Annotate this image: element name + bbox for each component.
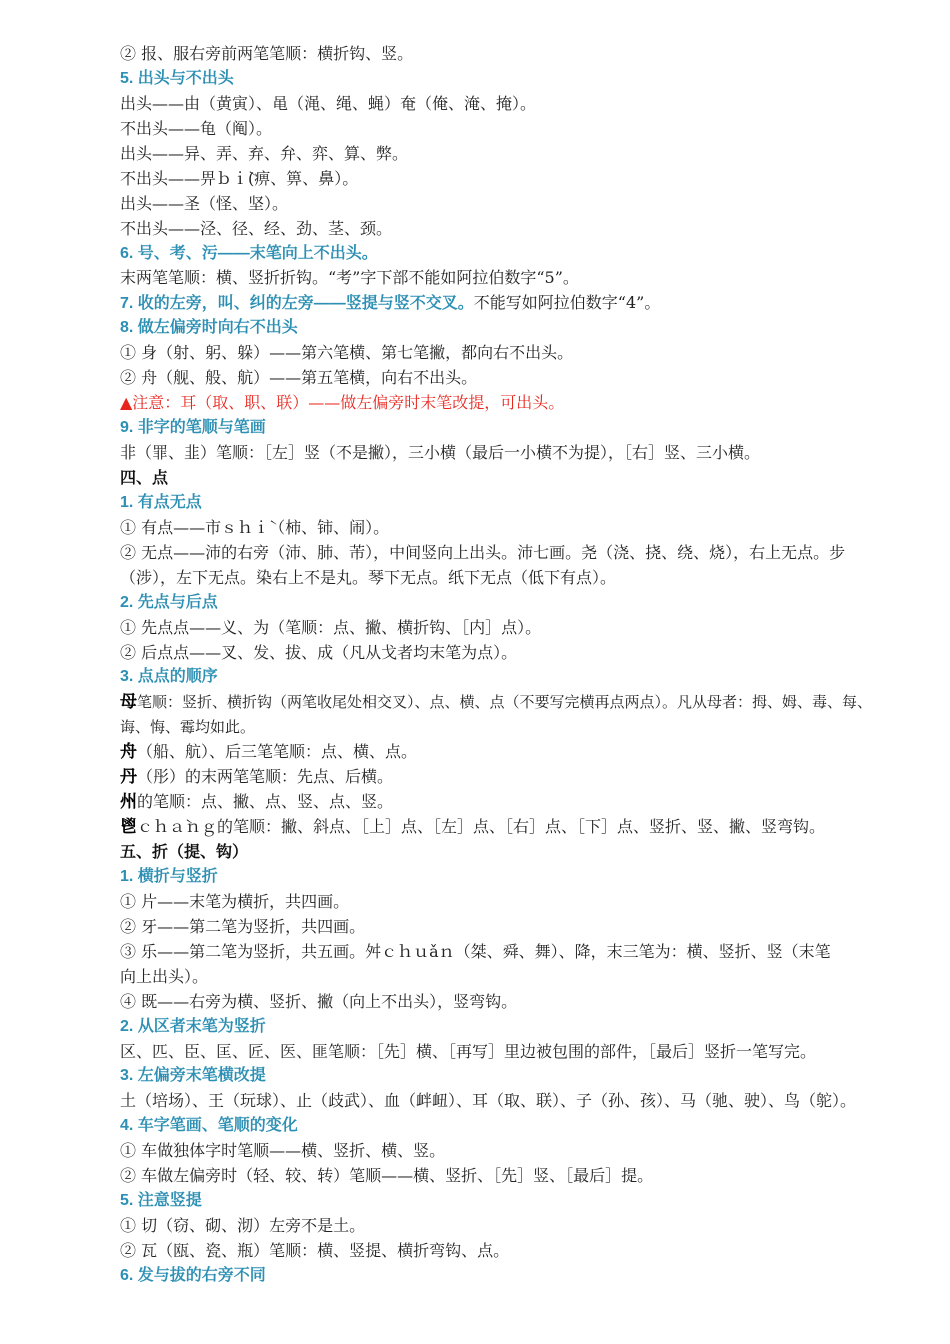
inline-text: 不能写如阿拉伯数字“4”。	[473, 293, 661, 313]
text-line: ① 先点点——义、为（笔顺：点、撇、横折钩、［内］点）。	[120, 617, 542, 637]
subheading-hengzhe: 1. 横折与竖折	[120, 867, 218, 885]
subheading-henggaiti: 3. 左偏旁末笔横改提	[120, 1067, 266, 1085]
text-line: 不出头——泾、径、经、劲、茎、颈。	[120, 218, 393, 238]
text-line: ③ 乐——第二笔为竖折，共五画。舛ｃｈｕǎｎ（桀、舜、舞）、降，末三笔为：横、竖折、竖（末笔	[120, 941, 831, 961]
inline-text: 笔顺：竖折、横折钩（两笔收尾处相交叉）、点、横、点（不要写完横再点两点）。凡从母者：拇、姆、毒、每、	[137, 693, 873, 712]
subheading-che: 4. 车字笔画、笔顺的变化	[120, 1117, 298, 1135]
key-character: 鬯	[120, 817, 137, 838]
text-line: ② 瓦（瓯、瓷、瓶）笔顺：横、竖提、横折弯钩、点。	[120, 1241, 510, 1260]
inline-text: 的笔顺：点、撇、点、竖、点、竖。	[137, 792, 394, 812]
text-line: ① 切（窃、砌、沏）左旁不是土。	[120, 1216, 366, 1236]
section-heading-zhe: 五、折（提、钩）	[120, 842, 249, 861]
text-line: 区、匹、臣、匡、匠、医、匪笔顺：［先］横、［再写］里边被包围的部件，［最后］竖折一笔写完。	[120, 1041, 817, 1061]
text-line-mixed	[120, 740, 890, 765]
subheading-youdian: 1. 有点无点	[120, 493, 202, 511]
inline-text: （船、航）、后三笔笔顺：点、横、点。	[137, 742, 418, 762]
document-body	[120, 42, 890, 1289]
text-line: 出头——由（黄寅）、黾（渑、绳、蝇）奄（俺、淹、掩）。	[120, 93, 537, 113]
text-line: 不出头——龟（阄）。	[120, 118, 273, 138]
text-line-mixed	[120, 815, 890, 840]
subheading-shuti: 5. 注意竖提	[120, 1192, 202, 1210]
text-line: 非（罪、韭）笔顺：［左］竖（不是撇），三小横（最后一小横不为提），［右］竖、三小横。	[120, 443, 761, 462]
text-line-mixed	[120, 790, 890, 815]
key-character: 母	[120, 692, 137, 713]
text-line: ① 片——末笔为横折，共四画。	[120, 891, 350, 911]
text-line: 土（培场）、王（玩球）、止（歧武）、血（衅衄）、耳（取、联）、子（孙、孩）、马（驰、驶）、鸟（鸵）。	[120, 1091, 857, 1111]
text-line: ② 牙——第二笔为竖折，共四画。	[120, 916, 366, 936]
key-character: 舟	[120, 742, 137, 763]
text-line-mixed	[120, 291, 890, 316]
text-line: ② 报、服右旁前两笔笔顺：横折钩、竖。	[120, 44, 414, 63]
text-line: 向上出头）。	[120, 966, 209, 986]
text-line-mixed	[120, 765, 890, 790]
text-line: ④ 既——右旁为横、竖折、撇（向上不出头），竖弯钩。	[120, 991, 518, 1011]
text-line: ② 后点点——叉、发、拔、成（凡从戈者均末笔为点）。	[120, 642, 518, 662]
subheading-fa-ba: 6. 发与拔的右旁不同	[120, 1266, 266, 1284]
subheading-shou-jiao: 7. 收的左旁，叫、纠的左旁——竖提与竖不交叉。	[120, 295, 474, 313]
text-line: ② 舟（舰、般、航）——第五笔横，向右不出头。	[120, 368, 478, 388]
inline-text: ｃｈａ̀ｎｇ的笔顺：撇、斜点、［上］点、［左］点、［右］点、［下］点、竖折、竖、撇、竖弯钩。	[137, 817, 826, 837]
subheading-xiandian: 2. 先点与后点	[120, 593, 218, 611]
subheading-chutou: 5. 出头与不出头	[120, 69, 234, 87]
key-character: 丹	[120, 767, 137, 788]
subheading-diandian: 3. 点点的顺序	[120, 668, 218, 686]
subheading-fei: 9. 非字的笔顺与笔画	[120, 419, 266, 437]
subheading-hao-kao-wu: 6. 号、考、污——末笔向上不出头。	[120, 244, 378, 262]
section-heading-dian: 四、点	[120, 467, 169, 487]
text-line: ② 无点——沛的右旁（沛、肺、芾），中间竖向上出头。沛七画。尧（浇、挠、绕、烧），右上无点。步	[120, 542, 846, 562]
subheading-zuopianpang: 8. 做左偏旁时向右不出头	[120, 319, 298, 337]
text-line-mixed	[120, 690, 890, 715]
text-line: 末两笔笔顺：横、竖折折钩。“考”字下部不能如阿拉伯数字“5”。	[120, 268, 579, 288]
inline-text: （彤）的末两笔笔顺：先点、后横。	[137, 767, 394, 787]
text-line: （涉），左下无点。染右上不是丸。琴下无点。纸下无点（低下有点）。	[120, 567, 617, 587]
text-line: 不出头——畀ｂｉ̀(痹、箅、鼻）。	[120, 168, 359, 188]
text-line: ① 身（射、躬、躲）——第六笔横、第七笔撇，都向右不出头。	[120, 343, 574, 363]
text-line: 出头——圣（怪、坚）。	[120, 193, 289, 213]
text-line: 出头——异、弄、弃、弁、弈、算、弊。	[120, 143, 409, 163]
text-line: 诲、悔、霉均如此。	[120, 718, 256, 737]
text-line: ① 有点——市ｓｈｉ̀（柿、铈、闹）。	[120, 517, 390, 537]
key-character: 州	[120, 792, 137, 813]
subheading-qu: 2. 从区者末笔为竖折	[120, 1017, 266, 1035]
text-line: ② 车做左偏旁时（轻、较、转）笔顺——横、竖折、［先］竖、［最后］提。	[120, 1166, 654, 1186]
warning-note: ▲注意：耳（取、职、联）——做左偏旁时末笔改提，可出头。	[120, 393, 565, 413]
text-line: ① 车做独体字时笔顺——横、竖折、横、竖。	[120, 1141, 446, 1161]
